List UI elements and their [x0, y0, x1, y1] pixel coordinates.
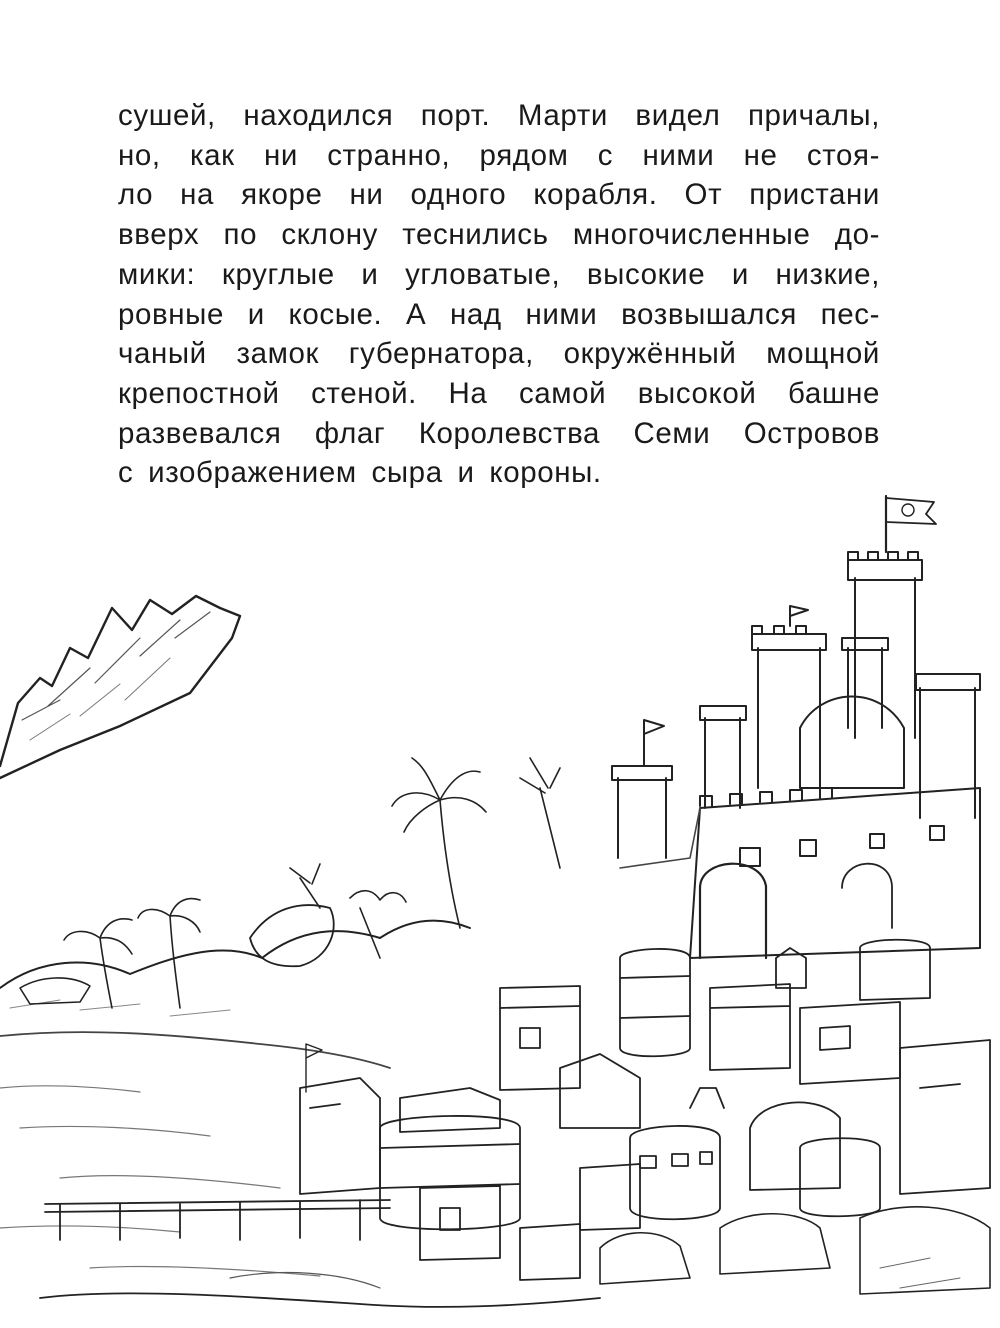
- castle: [612, 496, 980, 958]
- hills: [0, 905, 470, 1068]
- pier: [40, 1200, 600, 1307]
- rocks: [600, 1207, 990, 1294]
- text-line-4: вверх по склону теснились многочисленные до-: [118, 218, 880, 252]
- text-line-2: но, как ни странно, рядом с ними не стоя-: [118, 138, 880, 172]
- tower-flag: [886, 496, 936, 552]
- text-line-1: сушей, находился порт. Марти видел причалы,: [118, 99, 880, 132]
- text-line-5: мики: круглые и угловатые, высокие и низкие,: [118, 257, 880, 291]
- text-line-7: чаный замок губернатора, окружённый мощной: [118, 337, 880, 371]
- water: [0, 1086, 320, 1276]
- story-paragraph: [118, 96, 880, 493]
- harbor-castle-illustration: [0, 488, 1000, 1328]
- mountain-peaks: [0, 596, 240, 778]
- houses: [300, 940, 990, 1280]
- text-line-10: с изображением сыра и короны.: [118, 456, 602, 490]
- text-line-3: ло на якоре ни одного корабля. От пристани: [118, 178, 880, 212]
- text-line-8: крепостной стеной. На самой высокой башне: [118, 376, 880, 410]
- text-line-9: развевался флаг Королевства Семи Островов: [118, 416, 880, 450]
- text-line-6: ровные и косые. А над ними возвышался пес-: [118, 297, 880, 331]
